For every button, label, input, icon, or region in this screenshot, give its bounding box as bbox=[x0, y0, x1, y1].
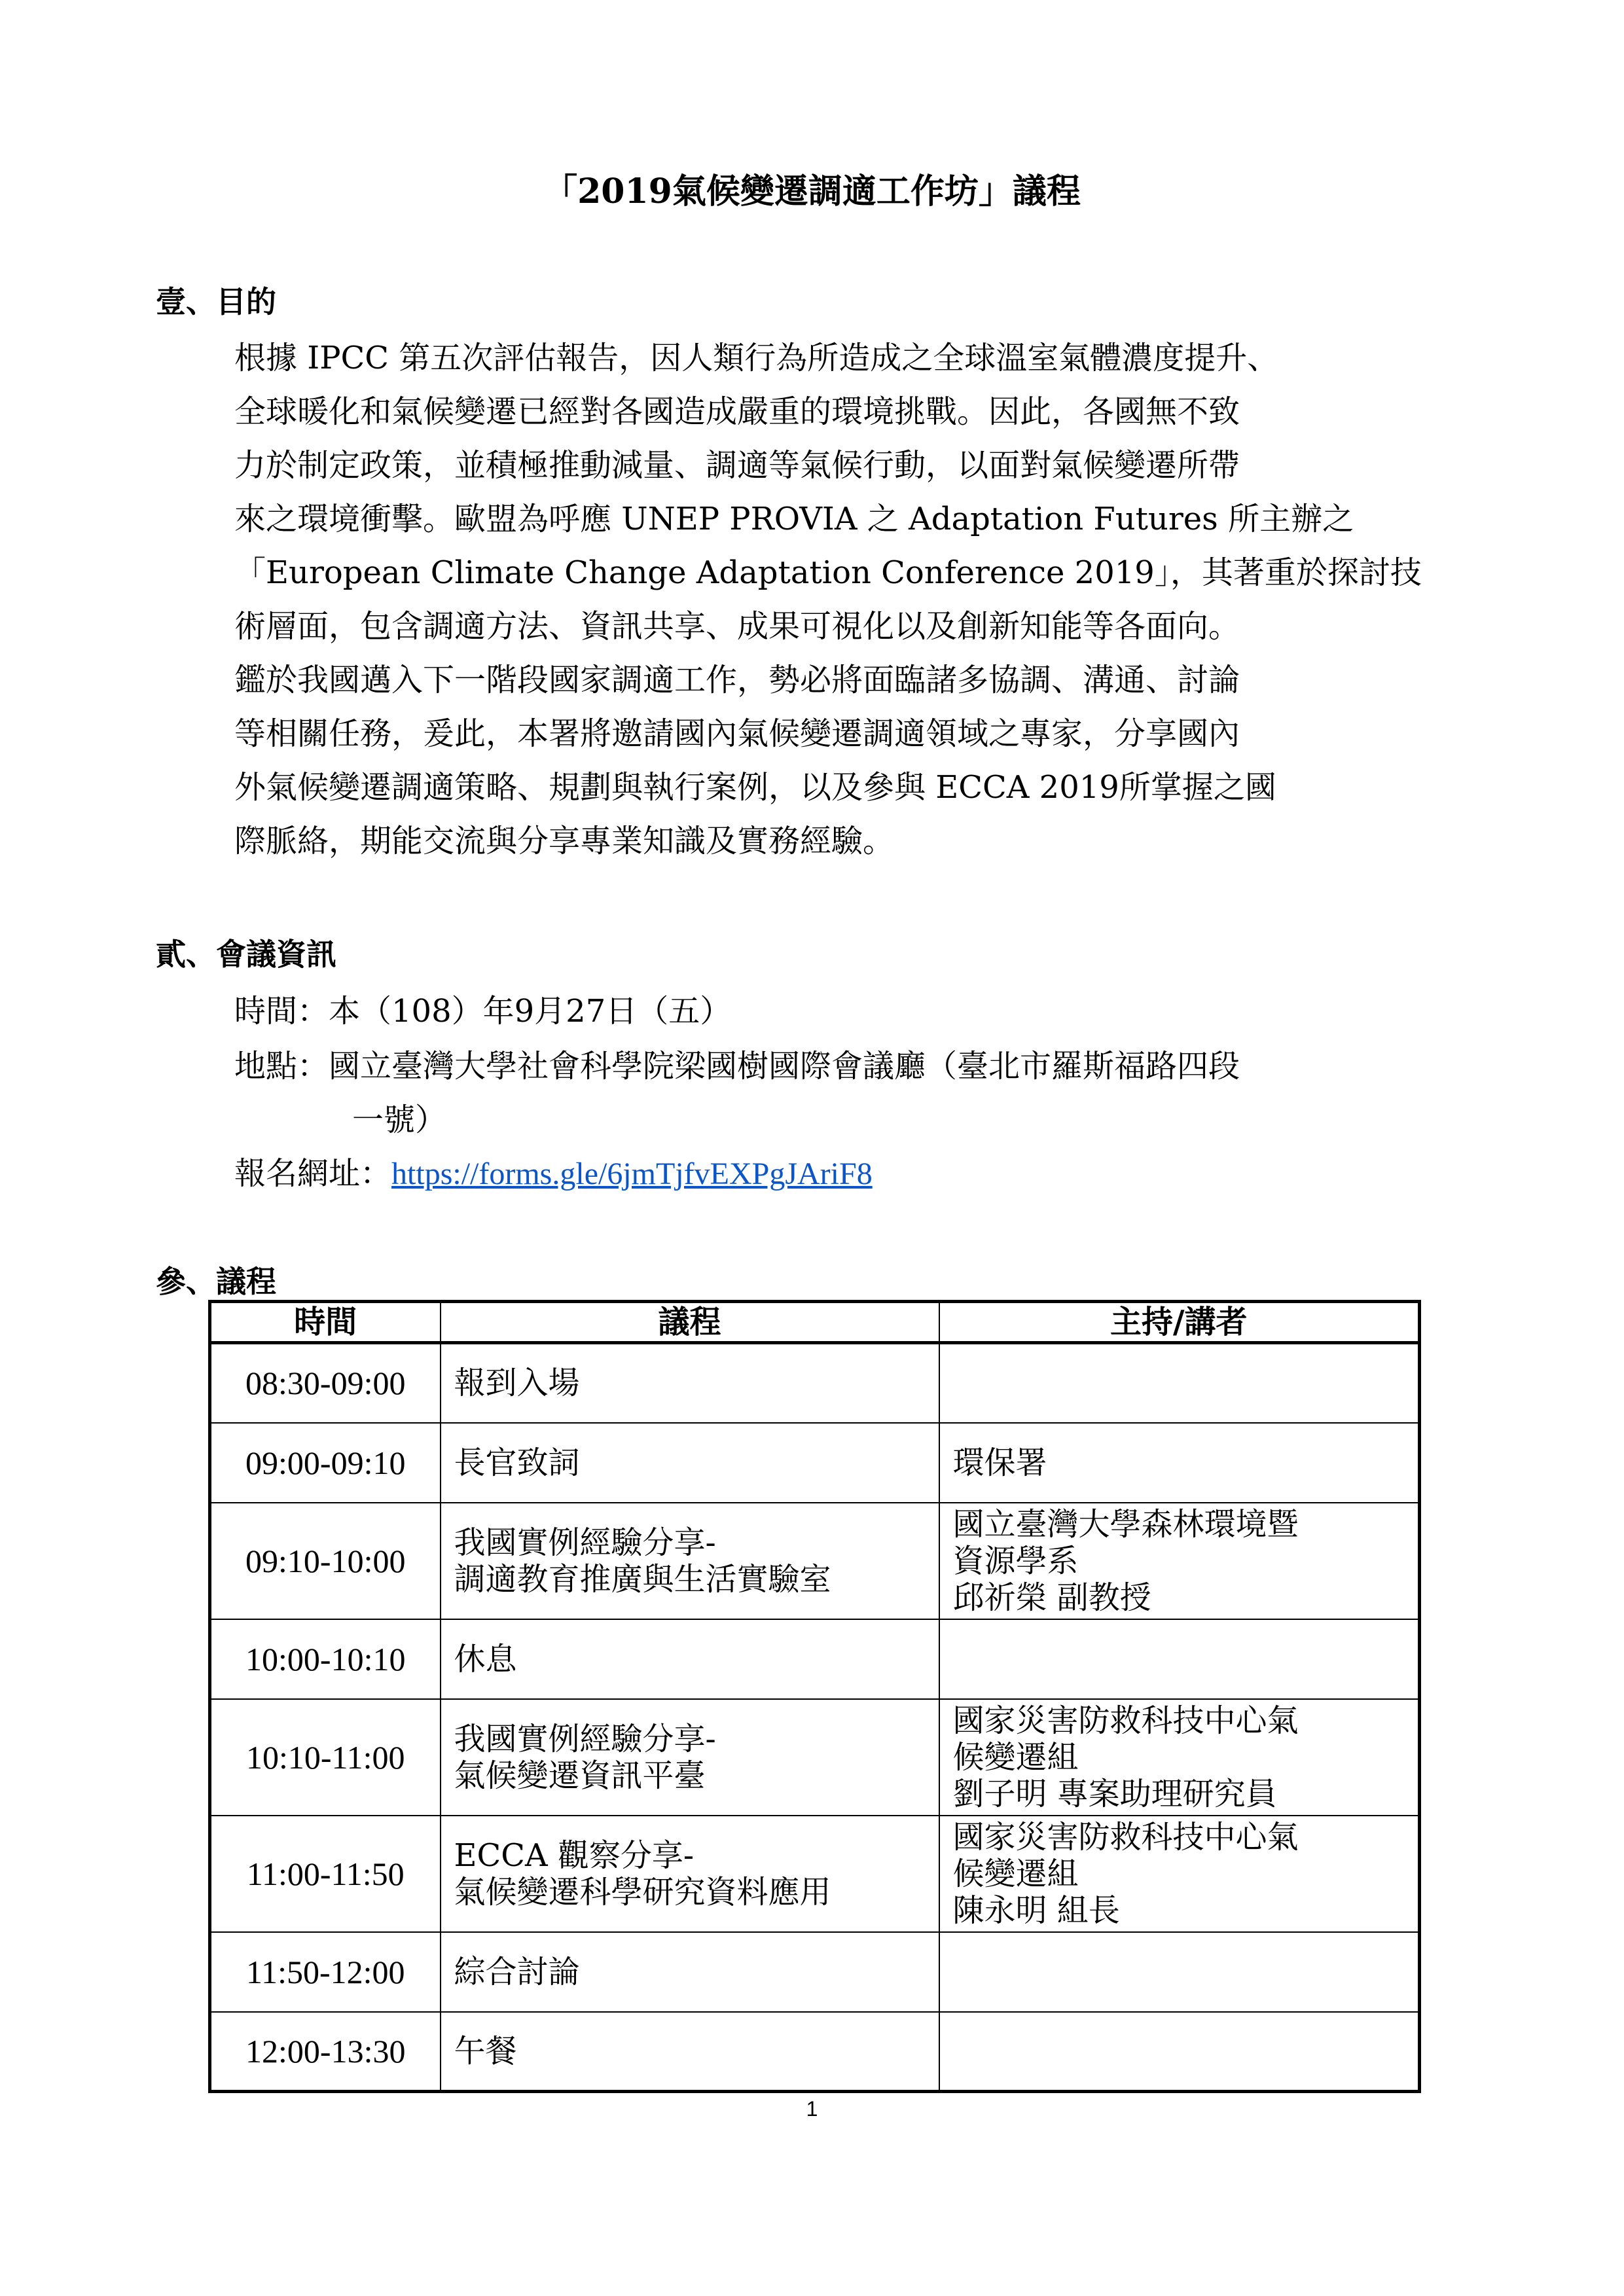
registration-link[interactable]: https://forms.gle/6jmTjfvEXPgJAriF8 bbox=[391, 1157, 873, 1191]
cell-agenda bbox=[441, 1932, 939, 2012]
paragraph-line: 來之環境衝擊。歐盟為呼應 UNEP PROVIA 之 Adaptation Futures 所主辦之 bbox=[234, 501, 1354, 537]
section-heading-purpose: 壹、目的 bbox=[156, 284, 276, 319]
cell-time: 09:10-10:00 bbox=[210, 1503, 441, 1619]
section-heading-meeting-info: 貳、會議資訊 bbox=[156, 937, 336, 972]
host-text: 環保署 bbox=[952, 1444, 1047, 1481]
cell-agenda bbox=[441, 1816, 939, 1932]
header-agenda: 議程 bbox=[441, 1302, 939, 1343]
host-text: 劉子明 專案助理研究員 bbox=[952, 1775, 1277, 1812]
meeting-venue-continued: 一號） bbox=[352, 1102, 447, 1138]
host-text: 國家災害防救科技中心氣 bbox=[952, 1818, 1299, 1856]
table-row bbox=[210, 1503, 1420, 1619]
header-time: 時間 bbox=[210, 1302, 441, 1343]
cell-time: 08:30-09:00 bbox=[210, 1343, 441, 1423]
paragraph-line: 術層面，包含調適方法、資訊共享、成果可視化以及創新知能等各面向。 bbox=[234, 608, 1240, 645]
agenda-text: 午餐 bbox=[454, 2032, 517, 2070]
cell-agenda bbox=[441, 1619, 939, 1699]
page-title: 「2019氣候變遷調適工作坊」議程 bbox=[543, 171, 1081, 211]
cell-agenda bbox=[441, 1503, 939, 1619]
host-text: 國家災害防救科技中心氣 bbox=[952, 1702, 1299, 1739]
agenda-text: 氣候變遷資訊平臺 bbox=[454, 1757, 706, 1794]
paragraph-line: 「European Climate Change Adaptation Conference 2019」，其著重於探討技 bbox=[234, 554, 1422, 591]
table-row bbox=[210, 1699, 1420, 1816]
agenda-text: 綜合討論 bbox=[454, 1953, 580, 1990]
agenda-text: 報到入場 bbox=[454, 1365, 580, 1402]
host-text: 邱祈榮 副教授 bbox=[952, 1579, 1151, 1616]
host-text: 候變遷組 bbox=[952, 1855, 1079, 1892]
cell-agenda bbox=[441, 1343, 939, 1423]
agenda-text: 氣候變遷科學研究資料應用 bbox=[454, 1873, 831, 1910]
cell-time: 10:10-11:00 bbox=[210, 1699, 441, 1816]
agenda-text: 調適教育推廣與生活實驗室 bbox=[454, 1560, 831, 1598]
cell-host bbox=[939, 2012, 1420, 2092]
cell-time: 09:00-09:10 bbox=[210, 1423, 441, 1503]
header-host-speaker: 主持/講者 bbox=[939, 1302, 1420, 1343]
cell-agenda bbox=[441, 2012, 939, 2092]
cell-agenda bbox=[441, 1423, 939, 1503]
paragraph-line: 際脈絡，期能交流與分享專業知識及實務經驗。 bbox=[234, 823, 895, 859]
agenda-text: 休息 bbox=[454, 1640, 517, 1677]
agenda-text: 我國實例經驗分享- bbox=[454, 1720, 716, 1757]
agenda-text: ECCA 觀察分享- bbox=[454, 1837, 695, 1874]
agenda-table bbox=[208, 1300, 1421, 2093]
table-row bbox=[210, 1932, 1420, 2012]
registration-label: 報名網址： bbox=[234, 1155, 392, 1192]
cell-host bbox=[939, 1816, 1420, 1932]
cell-time: 11:50-12:00 bbox=[210, 1932, 441, 2012]
paragraph-line: 外氣候變遷調適策略、規劃與執行案例，以及參與 ECCA 2019所掌握之國 bbox=[234, 769, 1276, 806]
table-row bbox=[210, 1816, 1420, 1932]
paragraph-line: 力於制定政策，並積極推動減量、調適等氣候行動，以面對氣候變遷所帶 bbox=[234, 447, 1240, 484]
host-text: 候變遷組 bbox=[952, 1738, 1079, 1776]
paragraph-line: 鑑於我國邁入下一階段國家調適工作，勢必將面臨諸多協調、溝通、討論 bbox=[234, 662, 1240, 698]
paragraph-line: 等相關任務，爰此，本署將邀請國內氣候變遷調適領域之專家，分享國內 bbox=[234, 715, 1240, 752]
host-text: 陳永明 組長 bbox=[952, 1892, 1120, 1929]
table-row bbox=[210, 2012, 1420, 2092]
cell-host bbox=[939, 1619, 1420, 1699]
cell-time: 10:00-10:10 bbox=[210, 1619, 441, 1699]
cell-host bbox=[939, 1343, 1420, 1423]
cell-time: 11:00-11:50 bbox=[210, 1816, 441, 1932]
cell-time: 12:00-13:30 bbox=[210, 2012, 441, 2092]
table-row bbox=[210, 1423, 1420, 1503]
cell-host bbox=[939, 1423, 1420, 1503]
host-text: 資源學系 bbox=[952, 1542, 1079, 1579]
host-text: 國立臺灣大學森林環境暨 bbox=[952, 1505, 1299, 1543]
agenda-text: 我國實例經驗分享- bbox=[454, 1524, 716, 1561]
paragraph-line: 根據 IPCC 第五次評估報告，因人類行為所造成之全球溫室氣體濃度提升、 bbox=[234, 340, 1279, 376]
cell-host bbox=[939, 1503, 1420, 1619]
page-number: 1 bbox=[806, 2097, 818, 2121]
section-heading-agenda: 參、議程 bbox=[156, 1264, 276, 1299]
cell-agenda bbox=[441, 1699, 939, 1816]
cell-host bbox=[939, 1932, 1420, 2012]
meeting-time: 時間：本（108）年9月27日（五） bbox=[234, 993, 732, 1030]
agenda-header-row bbox=[210, 1302, 1420, 1343]
agenda-text: 長官致詞 bbox=[454, 1444, 580, 1481]
table-row bbox=[210, 1619, 1420, 1699]
meeting-venue: 地點：國立臺灣大學社會科學院梁國樹國際會議廳（臺北市羅斯福路四段 bbox=[234, 1048, 1240, 1085]
cell-host bbox=[939, 1699, 1420, 1816]
paragraph-line: 全球暖化和氣候變遷已經對各國造成嚴重的環境挑戰。因此，各國無不致 bbox=[234, 393, 1240, 430]
registration-line bbox=[234, 1148, 873, 1193]
table-row bbox=[210, 1343, 1420, 1423]
